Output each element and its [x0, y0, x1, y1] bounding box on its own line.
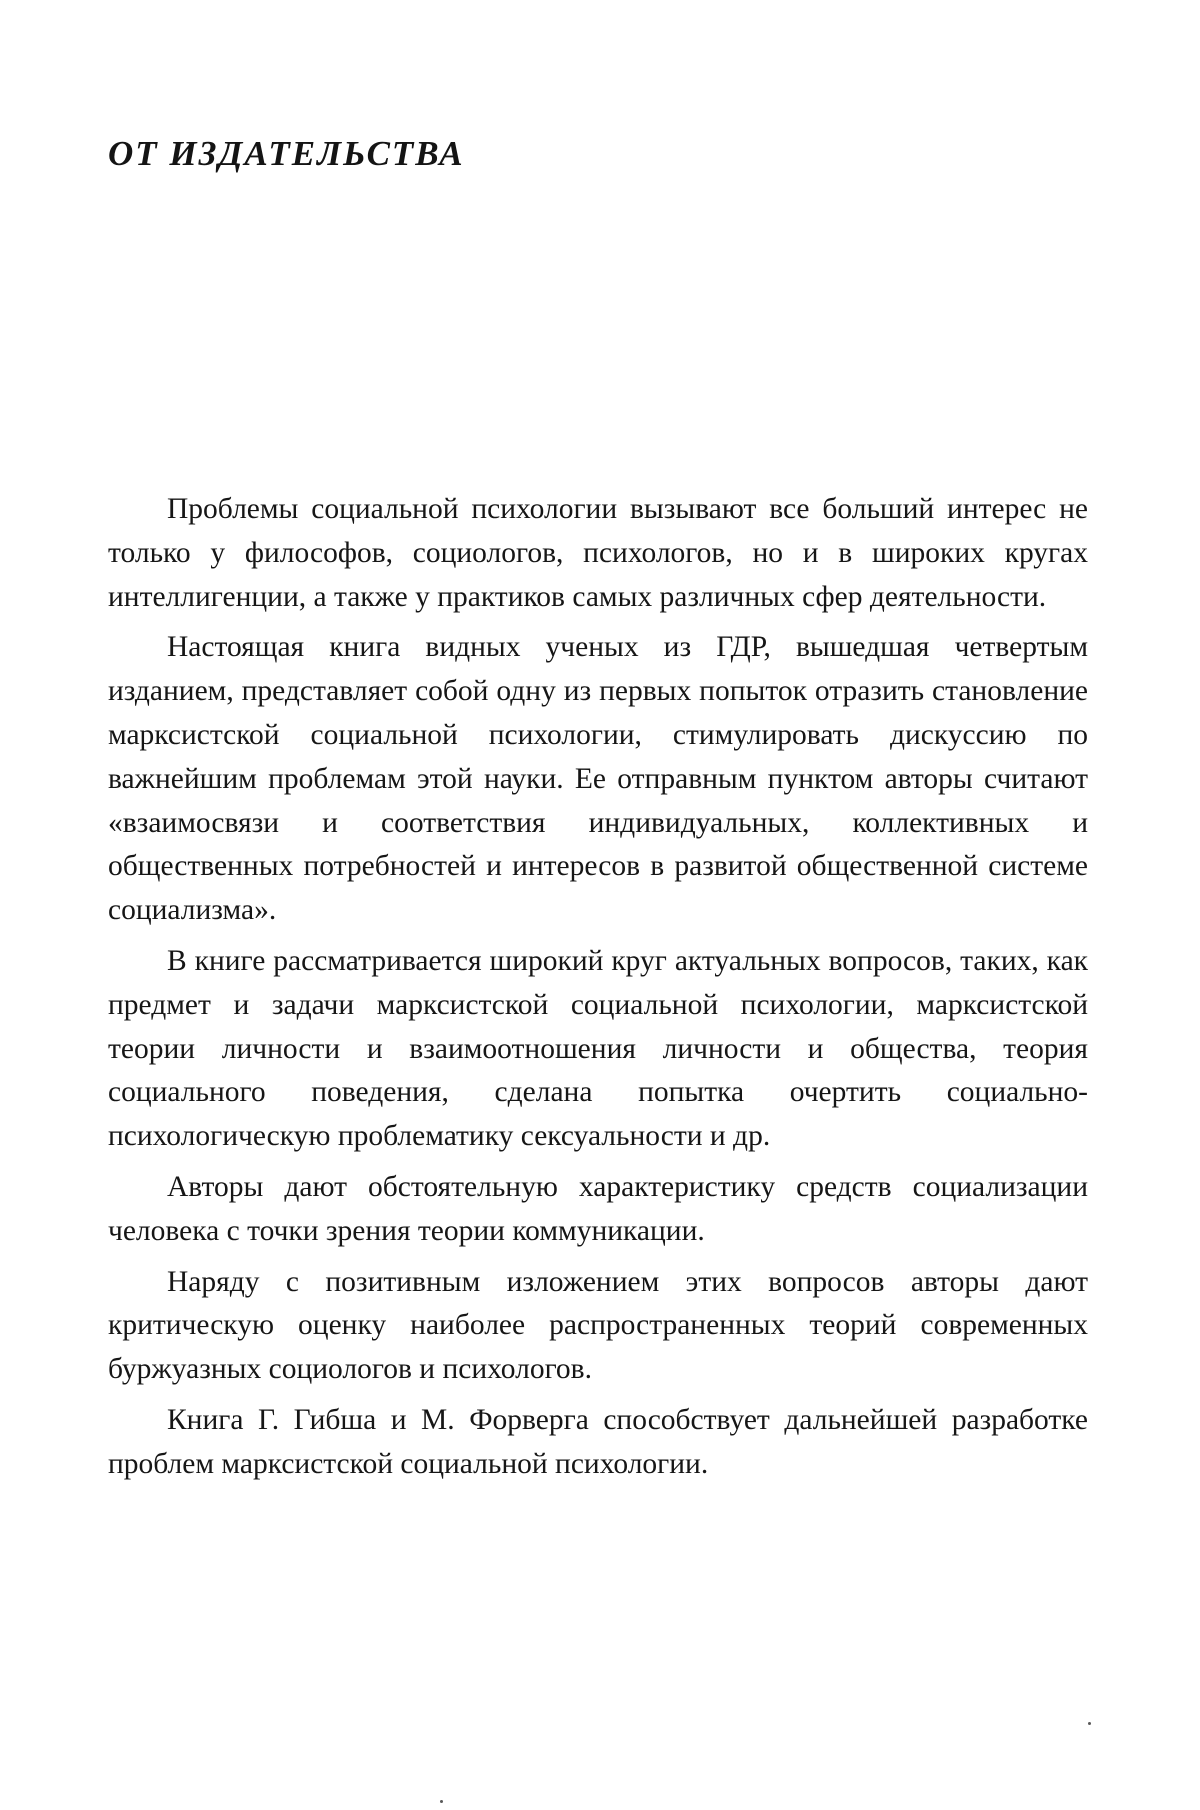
scan-speck — [440, 1800, 443, 1803]
paragraph-2: Настоящая книга видных ученых из ГДР, вышедшая четвертым изданием, представляет собой одну из первых попыток отразить становление марксистской социальной психологии, стимулировать дискуссию по важнейшим проблемам этой науки. Ее отправным пунктом авторы считают «взаимосвязи и соответствия индивидуальных, коллективных и общественных потребностей и интересов в развитой общественной системе социализма». — [108, 631, 1088, 927]
paragraph-3: В книге рассматривается широкий круг актуальных вопросов, таких, как предмет и задачи марксистской социальной психологии, марксистской теории личности и взаимоотношения личности и общества, теория социального поведения, сделана попытка очертить социально-психологическую проблематику сексуальности и др. — [108, 944, 1088, 1153]
paragraph-6: Книга Г. Гибша и М. Форверга способствует дальнейшей разработке проблем марксистской социальной психологии. — [108, 1403, 1088, 1480]
paragraph-4: Авторы дают обстоятельную характеристику средств социализации человека с точки зрения теории коммуникации. — [108, 1170, 1088, 1247]
scan-speck — [1088, 1722, 1091, 1725]
paragraph-1: Проблемы социальной психологии вызывают все больший интерес не только у философов, социологов, психологов, но и в широких кругах интеллигенции, а также у практиков самых различных сфер деятельности. — [108, 493, 1088, 613]
paragraph-5: Наряду с позитивным изложением этих вопросов авторы дают критическую оценку наиболее распространенных теорий современных буржуазных социологов и психологов. — [108, 1265, 1088, 1386]
section-heading: ОТ ИЗДАТЕЛЬСТВА — [108, 134, 465, 173]
body-text — [108, 488, 1088, 1494]
